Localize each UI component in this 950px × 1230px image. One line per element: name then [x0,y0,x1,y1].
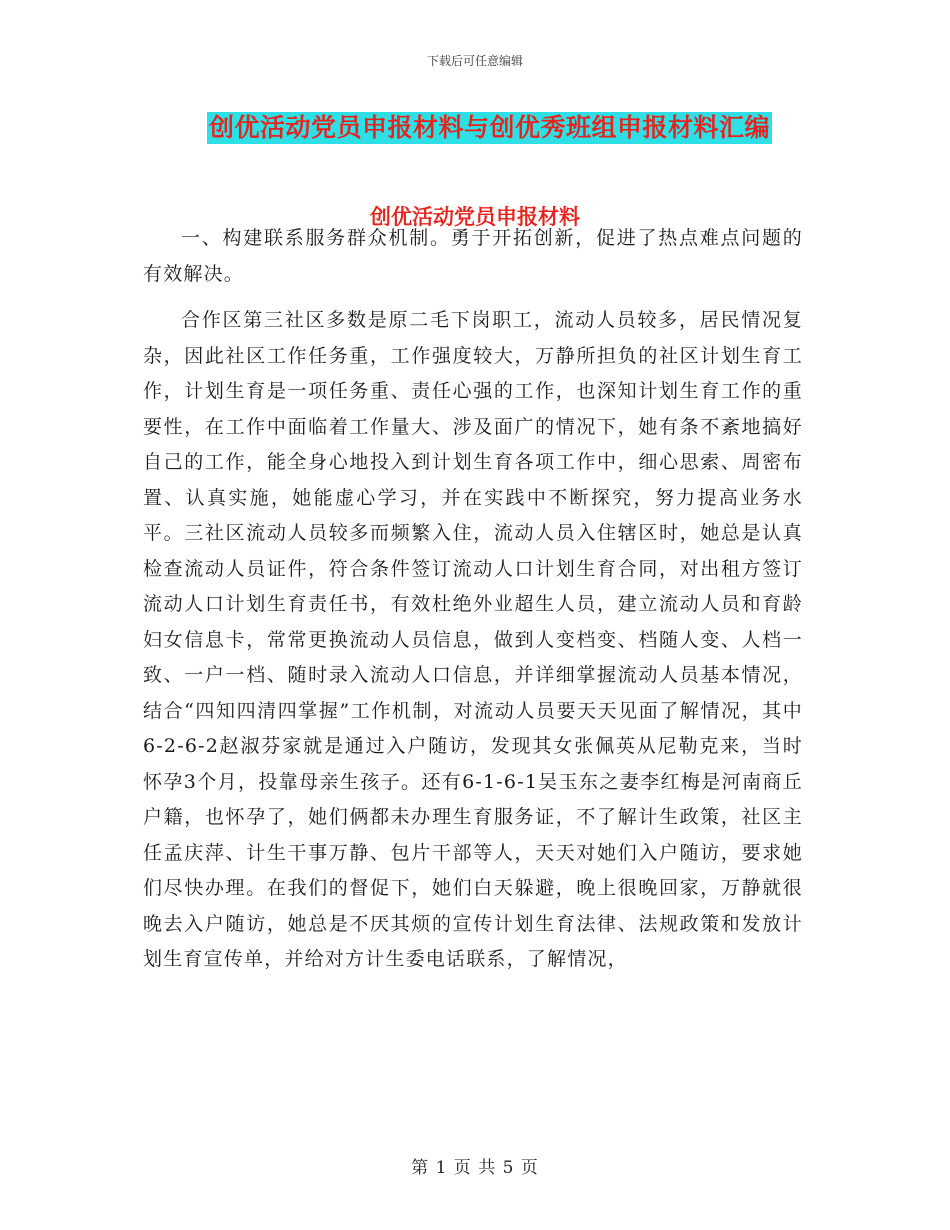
section-title: 创优活动党员申报材料 [370,205,580,229]
page-number-label: 第 1 页 共 5 页 [411,1158,539,1178]
main-title: 创优活动党员申报材料与创优秀班组申报材料汇编 [209,113,771,142]
main-title-wrap [207,112,772,144]
paragraph-heading: 一、构建联系服务群众机制。勇于开拓创新，促进了热点难点问题的有效解决。 [143,227,803,285]
document-body [143,221,803,978]
page-footer [0,1153,950,1178]
paragraph-body: 合作区第三社区多数是原二毛下岗职工，流动人员较多，居民情况复杂，因此社区工作任务重，工作强度较大，万静所担负的社区计划生育工作，计划生育是一项任务重、责任心强的工作，也深知计划生育工作的重要性，在工作中面临着工作量大、涉及面广的情况下，她有条不紊地搞好自己的工作，能全身心地投入到计划生育各项工作中，细心思索、周密布置、认真实施，她能虚心学习，并在实践中不断探究，努力提高业务水平。三社区流动人员较多而频繁入住，流动人员入住辖区时，她总是认真检查流动人员证件，符合条件签订流动人口计划生育合同，对出租方签订流动人口计划生育责任书，有效杜绝外业超生人员，建立流动人员和育龄妇女信息卡，常常更换流动人员信息，做到人变档变、档随人变、人档一致、一户一档、随时录入流动人口信息，并详细掌握流动人员基本情况，结合“四知四清四掌握”工作机制，对流动人员要天天见面了解情况，其中6-2-6-2赵淑芬家就是通过入户随访，发现其女张佩英从尼勒克来，当时怀孕3个月，投靠母亲生孩子。还有6-1-6-1吴玉东之妻李红梅是河南商丘户籍，也怀孕了，她们俩都未办理生育服务证，不了解计生政策，社区主任孟庆萍、计生干事万静、包片干部等人，天天对她们入户随访，要求她们尽快办理。在我们的督促下，她们白天躲避，晚上很晚回家，万静就很晚去入户随访，她总是不厌其烦的宣传计划生育法律、法规政策和发放计划生育宣传单，并给对方计生委电话联系，了解情况， [143,309,803,970]
header-note: 下载后可任意编辑 [426,54,523,68]
